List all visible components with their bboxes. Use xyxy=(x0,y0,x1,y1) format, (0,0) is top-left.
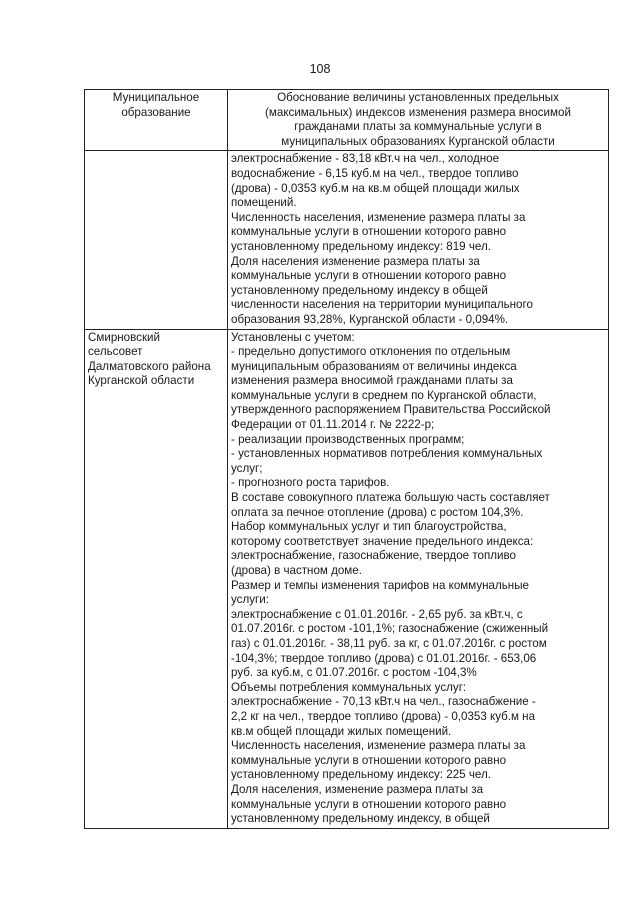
text-line: - установленных нормативов потребления коммунальных xyxy=(231,447,543,461)
header-col2-line: (максимальных) индексов изменения размера вносимой xyxy=(265,105,571,119)
text-line: услуг; xyxy=(231,461,263,475)
text-line: коммунальные услуги в отношении которого равно xyxy=(231,753,507,767)
text-line: оплата за печное отопление (дрова) с ростом 104,3%. xyxy=(231,505,524,519)
text-line: (дрова) - 0,0353 куб.м на кв.м общей площади жилых xyxy=(231,181,520,195)
table-header-row xyxy=(85,90,609,151)
text-line: электроснабжение, газоснабжение, твердое топливо xyxy=(231,549,516,563)
header-col2-line: Обоснование величины установленных предельных xyxy=(277,91,559,104)
text-line: Доля населения изменение размера платы за xyxy=(231,254,480,268)
text-line: численности населения на территории муниципального xyxy=(231,298,533,312)
header-col2-line: гражданами платы за коммунальные услуги в xyxy=(294,120,542,134)
text-line: руб. за куб.м, с 01.07.2016г. с ростом -104,3% xyxy=(231,666,477,680)
text-line: установленному предельному индексу: 819 чел. xyxy=(231,239,491,253)
text-line: Установлены с учетом: xyxy=(231,330,355,344)
table-row xyxy=(85,329,609,828)
text-line: Размер и темпы изменения тарифов на коммунальные xyxy=(231,578,529,592)
header-municipality-cell xyxy=(85,90,228,151)
text-line: Численность населения, изменение размера платы за xyxy=(231,210,526,224)
text-line: водоснабжение - 6,15 куб.м на чел., твердое топливо xyxy=(231,166,519,180)
text-line: коммунальные услуги в отношении которого равно xyxy=(231,797,507,811)
municipality-line: сельсовет xyxy=(88,345,143,359)
justification-cell xyxy=(228,151,609,329)
header-col1-line: образование xyxy=(121,105,191,119)
text-line: установленному предельному индексу, в общей xyxy=(231,812,490,826)
text-line: коммунальные услуги в отношении которого равно xyxy=(231,269,507,283)
text-line: 01.07.2016г. с ростом -101,1%; газоснабжение (сжиженный xyxy=(231,622,549,636)
text-line: газ) с 01.01.2016г. - 38,11 руб. за кг, с 01.07.2016г. с ростом xyxy=(231,636,547,650)
text-line: муниципальным образованиям от величины индекса xyxy=(231,359,517,373)
text-line: - реализации производственных программ; xyxy=(231,432,465,446)
justification-cell xyxy=(228,329,609,828)
text-line: электроснабжение с 01.01.2016г. - 2,65 руб. за кВт.ч, с xyxy=(231,607,523,621)
municipality-line: Смирновский xyxy=(88,330,160,344)
header-col1-line: Муниципальное xyxy=(112,91,200,104)
municipality-line: Курганской области xyxy=(88,374,195,388)
document-table xyxy=(84,89,609,829)
text-line: - предельно допустимого отклонения по отдельным xyxy=(231,345,511,359)
page-number: 108 xyxy=(309,62,331,76)
text-line: коммунальные услуги в отношении которого равно xyxy=(231,225,507,239)
text-line: помещений. xyxy=(231,196,297,210)
text-line: которому соответствует значение предельного индекса: xyxy=(231,534,534,548)
header-justification-cell xyxy=(228,90,609,151)
municipality-cell xyxy=(85,329,228,828)
municipality-line: Далматовского района xyxy=(88,359,211,373)
header-col2-line: муниципальных образованиях Курганской области xyxy=(281,134,555,148)
text-line: (дрова) в частном доме. xyxy=(231,564,362,577)
text-line: Численность населения, изменение размера платы за xyxy=(231,739,526,753)
text-line: услуги: xyxy=(231,593,269,607)
text-line: Объемы потребления коммунальных услуг: xyxy=(231,680,467,694)
text-line: электроснабжение - 83,18 кВт.ч на чел., холодное xyxy=(231,152,500,166)
text-line: 2,2 кг на чел., твердое топливо (дрова) - 0,0353 куб.м на xyxy=(231,709,536,723)
text-line: Доля населения, изменение размера платы за xyxy=(231,782,484,796)
text-line: Федерации от 01.11.2014 г. № 2222-р; xyxy=(231,418,435,432)
municipality-cell xyxy=(85,151,228,329)
text-line: изменения размера вносимой гражданами платы за xyxy=(231,374,513,388)
table-row xyxy=(85,151,609,329)
text-line: кв.м общей площади жилых помещений. xyxy=(231,724,452,738)
text-line: утвержденного распоряжением Правительства Российской xyxy=(231,403,551,417)
text-line: Набор коммунальных услуг и тип благоустройства, xyxy=(231,520,507,534)
text-line: -104,3%; твердое топливо (дрова) с 01.01.2016г. - 653,06 xyxy=(231,651,537,665)
text-line: образования 93,28%, Курганской области - 0,094%. xyxy=(231,312,509,326)
text-line: электроснабжение - 70,13 кВт.ч на чел., газоснабжение - xyxy=(231,695,536,709)
text-line: установленному предельному индексу: 225 чел. xyxy=(231,768,491,782)
text-line: установленному предельному индексу в общей xyxy=(231,283,488,297)
text-line: коммунальные услуги в среднем по Курганской области, xyxy=(231,388,537,402)
text-line: В составе совокупного платежа большую часть составляет xyxy=(231,491,550,505)
text-line: - прогнозного роста тарифов. xyxy=(231,476,390,490)
